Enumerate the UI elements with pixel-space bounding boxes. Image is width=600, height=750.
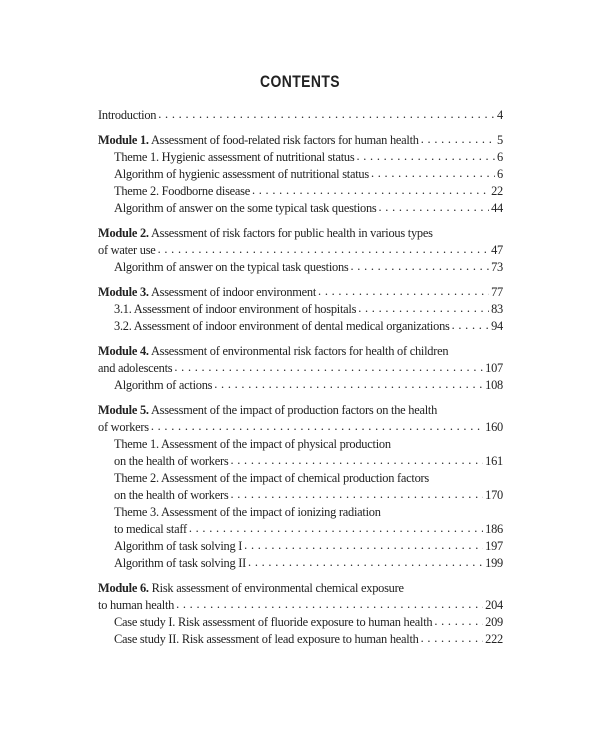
toc-page-number: 4 [497,108,503,122]
toc-entry-introduction[interactable] [98,107,503,124]
dot-leader [379,199,490,216]
toc-page-number: 22 [491,184,503,198]
toc-page-number: 107 [485,361,503,375]
toc-entry-label: to medical staff [114,522,187,536]
dot-leader [189,520,483,537]
dot-leader [174,359,483,376]
module-label: Module 5. [98,403,149,417]
toc-entry-section[interactable] [98,318,503,335]
toc-page-number: 6 [497,167,503,181]
toc-entry-algorithm[interactable] [98,259,503,276]
dot-leader [452,317,490,334]
toc-entry-label: Case study II. Risk assessment of lead exposure to human health [114,632,419,646]
toc-entry-label: Algorithm of actions [114,378,213,392]
dot-leader [421,131,495,148]
toc-entry-label: 3.2. Assessment of indoor environment of dental medical organizations [114,319,450,333]
toc-page-number: 160 [485,420,503,434]
toc-module-4-heading[interactable] [98,343,503,360]
module-label: Module 2. [98,226,149,240]
toc-entry-section[interactable] [98,301,503,318]
toc-entry-label: Assessment of environmental risk factors for health of children [150,344,449,358]
dot-leader [230,486,483,503]
toc-entry-label: Assessment of food-related risk factors for human health [150,133,419,147]
module-label: Module 6. [98,581,149,595]
toc-entry-label: on the health of workers [114,454,229,468]
toc-page-number: 83 [491,302,503,316]
toc-entry-case-study[interactable] [98,614,503,631]
toc-theme-heading[interactable] [98,436,503,453]
dot-leader [158,241,490,258]
toc-entry-label: 3.1. Assessment of indoor environment of hospitals [114,302,357,316]
toc-theme-heading[interactable] [98,470,503,487]
toc-entry-algorithm[interactable] [98,377,503,394]
toc-theme-heading[interactable] [98,504,503,521]
dot-leader [421,630,484,647]
toc-entry-label: and adolescents [98,361,173,375]
toc-entry-module-3[interactable] [98,284,503,301]
toc-module-5-heading[interactable] [98,402,503,419]
toc-page-number: 73 [491,260,503,274]
dot-leader [248,554,483,571]
toc-entry-theme[interactable] [98,453,503,470]
dot-leader [318,283,489,300]
toc-entry-module-5[interactable] [98,419,503,436]
dot-leader [356,148,495,165]
dot-leader [244,537,483,554]
toc-entry-module-2[interactable] [98,242,503,259]
toc-entry-label: of workers [98,420,149,434]
toc-entry-theme[interactable] [98,149,503,166]
toc-entry-module-4[interactable] [98,360,503,377]
toc-entry-label: Assessment of indoor environment [150,285,317,299]
toc-page-number: 161 [485,454,503,468]
toc-entry-theme[interactable] [98,487,503,504]
toc-entry-label: Case study I. Risk assessment of fluoride exposure to human health [114,615,433,629]
toc-entry-label: Risk assessment of environmental chemical exposure [151,581,404,595]
toc-page-number: 222 [485,632,503,646]
toc-entry-theme[interactable] [98,521,503,538]
toc-page-number: 170 [485,488,503,502]
toc-entry-label: to human health [98,598,175,612]
toc-page-number: 6 [497,150,503,164]
toc-entry-algorithm[interactable] [98,555,503,572]
toc-entry-algorithm[interactable] [98,538,503,555]
toc-entry-theme[interactable] [98,183,503,200]
toc-entry-label: Assessment of risk factors for public health in various types [150,226,433,240]
toc-page-number: 47 [491,243,503,257]
toc-page-number: 186 [485,522,503,536]
toc-entry-label: Algorithm of task solving II [114,556,247,570]
toc-page-number: 44 [491,201,503,215]
toc-page-number: 204 [485,598,503,612]
dot-leader [230,452,483,469]
dot-leader [351,258,490,275]
toc-entry-algorithm[interactable] [98,200,503,217]
toc-module-6-heading[interactable] [98,580,503,597]
toc-entry-label: Theme 2. Assessment of the impact of chemical production factors [114,471,430,485]
toc-page-number: 94 [491,319,503,333]
toc-entry-label: on the health of workers [114,488,229,502]
dot-leader [434,613,483,630]
dot-leader [158,106,495,123]
toc-entry-label: Algorithm of answer on the some typical task questions [114,201,377,215]
module-label: Module 3. [98,285,149,299]
toc-entry-module-6[interactable] [98,597,503,614]
module-label: Module 1. [98,133,149,147]
toc-entry-label: Algorithm of task solving I [114,539,243,553]
module-label: Module 4. [98,344,149,358]
toc-entry-module-1[interactable] [98,132,503,149]
toc-entry-label: Theme 3. Assessment of the impact of ionizing radiation [114,505,381,519]
toc-page-number: 199 [485,556,503,570]
dot-leader [252,182,489,199]
toc-page-number: 197 [485,539,503,553]
dot-leader [151,418,483,435]
toc-page-number: 77 [491,285,503,299]
toc-entry-algorithm[interactable] [98,166,503,183]
toc-entry-label: Theme 1. Assessment of the impact of physical production [114,437,391,451]
toc-entry-label: Algorithm of hygienic assessment of nutritional status [114,167,369,181]
dot-leader [176,596,483,613]
toc-page-number: 5 [497,133,503,147]
dot-leader [371,165,495,182]
table-of-contents [98,107,503,648]
toc-page-number: 108 [485,378,503,392]
toc-module-2-heading[interactable] [98,225,503,242]
toc-entry-label: of water use [98,243,156,257]
dot-leader [358,300,489,317]
toc-page-number: 209 [485,615,503,629]
page-title: CONTENTS [260,72,340,91]
dot-leader [214,376,483,393]
toc-entry-label: Introduction [98,108,157,122]
toc-entry-label: Theme 2. Foodborne disease [114,184,250,198]
toc-entry-label: Theme 1. Hygienic assessment of nutritional status [114,150,355,164]
toc-entry-label: Algorithm of answer on the typical task questions [114,260,349,274]
toc-entry-label: Assessment of the impact of production factors on the health [150,403,438,417]
toc-entry-case-study[interactable] [98,631,503,648]
